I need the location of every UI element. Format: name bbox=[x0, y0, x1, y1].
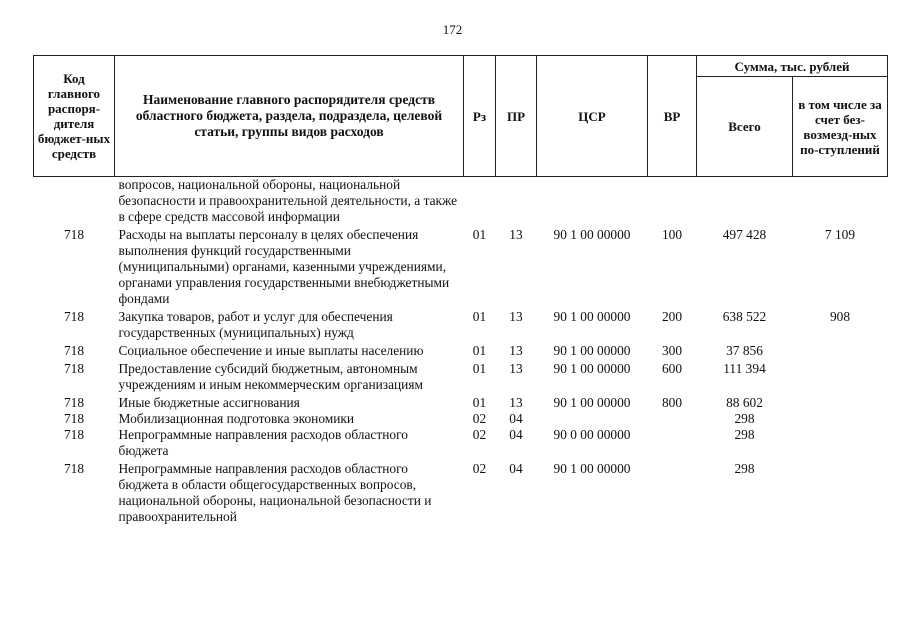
cell-rz: 01 bbox=[472, 343, 487, 358]
cell-pr bbox=[496, 177, 537, 226]
cell-vr bbox=[648, 427, 697, 459]
cell-pr: 04 bbox=[509, 411, 523, 426]
cell-total: 497 428 bbox=[722, 227, 767, 242]
table-row bbox=[34, 411, 888, 427]
cell-code: 718 bbox=[63, 427, 85, 442]
cell-total bbox=[697, 177, 793, 226]
cell-free: 908 bbox=[829, 309, 851, 324]
cell-code: 718 bbox=[63, 461, 85, 476]
cell-total: 298 bbox=[734, 411, 755, 426]
cell-total: 37 856 bbox=[726, 343, 763, 358]
cell-free bbox=[793, 393, 888, 411]
cell-rz: 01 bbox=[472, 395, 487, 410]
header-sum: Сумма, тыс. рублей bbox=[697, 56, 888, 77]
cell-free bbox=[793, 459, 888, 525]
table-row bbox=[34, 177, 888, 226]
cell-pr: 13 bbox=[509, 361, 523, 376]
cell-csr: 90 1 00 00000 bbox=[553, 395, 631, 410]
header-rz: Рз bbox=[464, 56, 496, 177]
cell-total: 298 bbox=[734, 427, 755, 442]
cell-total: 298 bbox=[734, 461, 755, 476]
table-row bbox=[34, 307, 888, 341]
cell-name: Непрограммные направления расходов областного бюджета bbox=[118, 427, 408, 458]
cell-name: Непрограммные направления расходов областного бюджета в области общегосударственных вопросов, национальной обороны, национальной безопасности и правоохранительной bbox=[118, 461, 432, 524]
header-pr: ПР bbox=[496, 56, 537, 177]
cell-pr: 13 bbox=[509, 343, 523, 358]
cell-rz bbox=[464, 177, 496, 226]
cell-code: 718 bbox=[63, 309, 85, 324]
cell-csr: 90 0 00 00000 bbox=[553, 427, 631, 442]
cell-vr bbox=[648, 411, 697, 427]
cell-rz: 01 bbox=[472, 309, 487, 324]
cell-code: 718 bbox=[63, 343, 85, 358]
cell-csr: 90 1 00 00000 bbox=[553, 309, 631, 324]
cell-name: Социальное обеспечение и иные выплаты населению bbox=[118, 343, 424, 358]
cell-total: 638 522 bbox=[722, 309, 767, 324]
cell-csr: 90 1 00 00000 bbox=[553, 343, 631, 358]
cell-vr: 300 bbox=[661, 343, 683, 358]
cell-vr bbox=[648, 459, 697, 525]
header-csr: ЦСР bbox=[537, 56, 648, 177]
cell-total: 111 394 bbox=[723, 361, 766, 376]
cell-free bbox=[793, 359, 888, 393]
cell-code: 718 bbox=[63, 395, 85, 410]
table-row bbox=[34, 225, 888, 307]
header-name: Наименование главного распорядителя средств областного бюджета, раздела, подраздела, целевой статьи, группы видов расходов bbox=[115, 56, 464, 177]
cell-name: вопросов, национальной обороны, национальной безопасности и правоохранительной деятельности, а также в сфере средств массовой информации bbox=[118, 177, 458, 224]
cell-vr: 100 bbox=[661, 227, 683, 242]
cell-rz: 01 bbox=[472, 361, 487, 376]
cell-rz: 02 bbox=[472, 411, 487, 426]
cell-pr: 13 bbox=[509, 227, 523, 242]
table-row bbox=[34, 427, 888, 459]
cell-rz: 02 bbox=[472, 427, 487, 442]
table-body bbox=[34, 177, 888, 526]
cell-free: 7 109 bbox=[824, 227, 856, 242]
cell-total: 88 602 bbox=[726, 395, 763, 410]
cell-pr: 04 bbox=[509, 461, 523, 476]
cell-name: Расходы на выплаты персоналу в целях обеспечения выполнения функций государственными (муниципальными) органами, казенными учреждениями, органами управления государственными внебюджетными фондами bbox=[118, 227, 450, 306]
cell-code bbox=[34, 177, 115, 226]
cell-pr: 04 bbox=[509, 427, 523, 442]
cell-csr bbox=[537, 177, 648, 226]
cell-rz: 02 bbox=[472, 461, 487, 476]
header-free: в том числе за счет без-возмезд-ных по-ступлений bbox=[793, 77, 888, 177]
cell-name: Предоставление субсидий бюджетным, автономным учреждениям и иным некоммерческим организациям bbox=[118, 361, 423, 392]
cell-name: Мобилизационная подготовка экономики bbox=[118, 411, 355, 426]
cell-free bbox=[793, 177, 888, 226]
cell-code: 718 bbox=[63, 227, 85, 242]
cell-name: Иные бюджетные ассигнования bbox=[118, 395, 300, 410]
cell-free bbox=[793, 411, 888, 427]
header-total: Всего bbox=[697, 77, 793, 177]
cell-free bbox=[793, 427, 888, 459]
header-vr: ВР bbox=[648, 56, 697, 177]
cell-rz: 01 bbox=[472, 227, 487, 242]
table-row bbox=[34, 359, 888, 393]
cell-name: Закупка товаров, работ и услуг для обеспечения государственных (муниципальных) нужд bbox=[118, 309, 393, 340]
cell-vr: 800 bbox=[661, 395, 683, 410]
cell-vr: 600 bbox=[661, 361, 683, 376]
cell-pr: 13 bbox=[509, 309, 523, 324]
cell-csr: 90 1 00 00000 bbox=[553, 461, 631, 476]
budget-table bbox=[33, 55, 888, 525]
page-number: 172 bbox=[442, 22, 463, 37]
cell-csr bbox=[537, 411, 648, 427]
table-row bbox=[34, 393, 888, 411]
cell-csr: 90 1 00 00000 bbox=[553, 227, 631, 242]
cell-code: 718 bbox=[63, 361, 85, 376]
cell-csr: 90 1 00 00000 bbox=[553, 361, 631, 376]
cell-pr: 13 bbox=[509, 395, 523, 410]
header-code: Код главного распоря-дителя бюджет-ных средств bbox=[34, 56, 115, 177]
table-row bbox=[34, 341, 888, 359]
cell-vr: 200 bbox=[661, 309, 683, 324]
table-row bbox=[34, 459, 888, 525]
cell-vr bbox=[648, 177, 697, 226]
table-header bbox=[34, 56, 888, 177]
cell-free bbox=[793, 341, 888, 359]
cell-code: 718 bbox=[63, 411, 85, 426]
